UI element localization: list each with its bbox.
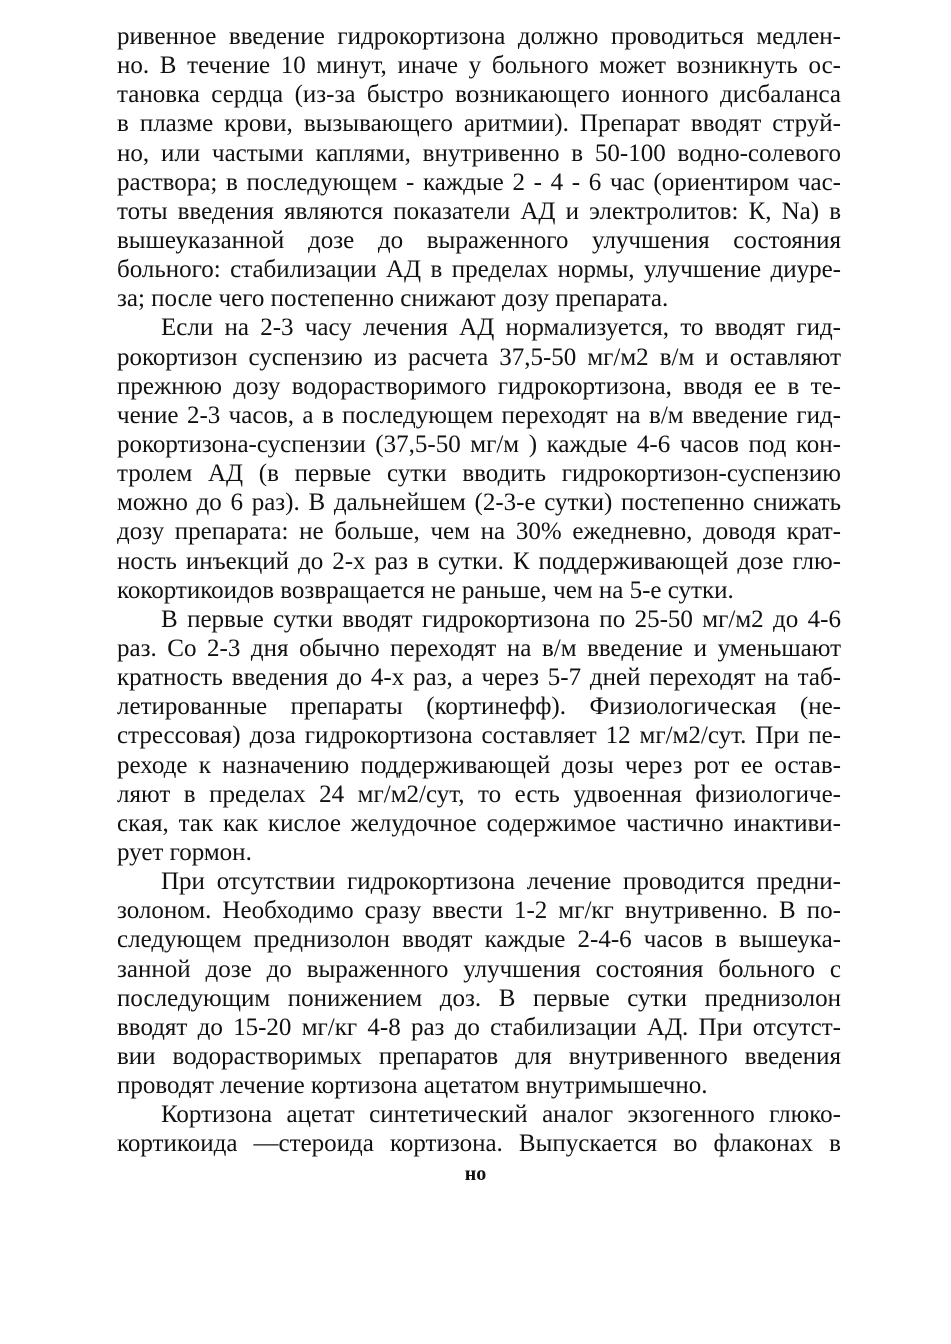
text-line: тролем АД (в первые сутки вводить гидрокортизон-суспензию bbox=[117, 460, 841, 488]
text-line: последующим понижением доз. В первые сутки преднизолон bbox=[117, 984, 841, 1012]
text-line: раствора; в последующем - каждые 2 - 4 - 6 час (ориентиром час- bbox=[117, 168, 841, 196]
page-number: но bbox=[464, 1163, 487, 1185]
text-line: Если на 2-3 часу лечения АД нормализуется, то вводят гид- bbox=[161, 314, 841, 342]
text-line: больного: стабилизации АД в пределах нормы, улучшение диуре- bbox=[117, 256, 841, 284]
text-line: При отсутствии гидрокортизона лечение проводится предни- bbox=[161, 868, 841, 896]
text-line: раз. Со 2-3 дня обычно переходят на в/м введение и уменьшают bbox=[117, 634, 841, 662]
text-line: вводят до 15-20 мг/кг 4-8 раз до стабилизации АД. При отсутст- bbox=[117, 1013, 841, 1041]
text-line: золоном. Необходимо сразу ввести 1-2 мг/кг внутривенно. В по- bbox=[117, 897, 841, 925]
text-line: ляют в пределах 24 мг/м2/сут, то есть удвоенная физиологиче- bbox=[117, 780, 841, 808]
text-line: проводят лечение кортизона ацетатом внутримышечно. bbox=[117, 1072, 708, 1100]
text-line: Кортизона ацетат синтетический аналог экзогенного глюко- bbox=[161, 1101, 841, 1129]
text-line: прежнюю дозу водорастворимого гидрокортизона, вводя ее в те- bbox=[117, 372, 841, 400]
text-line: вышеуказанной дозе до выраженного улучшения состояния bbox=[117, 226, 841, 254]
text-line: за; после чего постепенно снижают дозу препарата. bbox=[117, 285, 669, 313]
text-line: стрессовая) доза гидрокортизона составляет 12 мг/м2/сут. При пе- bbox=[117, 722, 841, 750]
text-line: вии водорастворимых препаратов для внутривенного введения bbox=[117, 1042, 841, 1070]
text-line: в плазме крови, вызывающего аритмии). Препарат вводят струй- bbox=[117, 110, 841, 138]
text-line: рует гормон. bbox=[117, 838, 252, 866]
text-line: чение 2-3 часов, а в последующем переходят на в/м введение гид- bbox=[117, 401, 841, 429]
text-line: тановка сердца (из-за быстро возникающего ионного дисбаланса bbox=[117, 81, 841, 109]
text-line: рокортизона-суспензии (37,5-50 мг/м ) каждые 4-6 часов под кон- bbox=[117, 430, 841, 458]
text-line: кратность введения до 4-х раз, а через 5-7 дней переходят на таб- bbox=[117, 664, 841, 692]
text-line: следующем преднизолон вводят каждые 2-4-6 часов в вышеука- bbox=[117, 926, 841, 954]
text-line: но, или частыми каплями, внутривенно в 50-100 водно-солевого bbox=[117, 139, 841, 167]
text-line: дозу препарата: не больше, чем на 30% ежедневно, доводя крат- bbox=[117, 518, 841, 546]
text-line: ность инъекций до 2-х раз в сутки. К поддерживающей дозе глю- bbox=[117, 547, 841, 575]
text-line: В первые сутки вводят гидрокортизона по 25-50 мг/м2 до 4-6 bbox=[161, 605, 841, 633]
text-line: занной дозе до выраженного улучшения состояния больного с bbox=[117, 955, 841, 983]
text-line: летированные препараты (кортинефф). Физиологическая (не- bbox=[117, 693, 841, 721]
text-line: реходе к назначению поддерживающей дозы через рот ее остав- bbox=[117, 751, 841, 779]
text-line: кортикоида —стероида кортизона. Выпускается во флаконах в bbox=[117, 1130, 841, 1158]
text-line: ская, так как кислое желудочное содержимое частично инактиви- bbox=[117, 809, 841, 837]
text-line: кокортикоидов возвращается не раньше, чем на 5-е сутки. bbox=[117, 576, 734, 604]
text-line: ривенное введение гидрокортизона должно проводиться медлен- bbox=[117, 23, 841, 50]
text-line: можно до 6 раз). В дальнейшем (2-3-е сутки) постепенно снижать bbox=[117, 489, 841, 517]
text-line: тоты введения являются показатели АД и электролитов: К, Na) в bbox=[117, 197, 841, 225]
text-line: но. В течение 10 минут, иначе у больного может возникнуть ос- bbox=[117, 52, 841, 80]
text-line: рокортизон суспензию из расчета 37,5-50 мг/м2 в/м и оставляют bbox=[117, 343, 841, 371]
document-page bbox=[117, 22, 841, 1158]
